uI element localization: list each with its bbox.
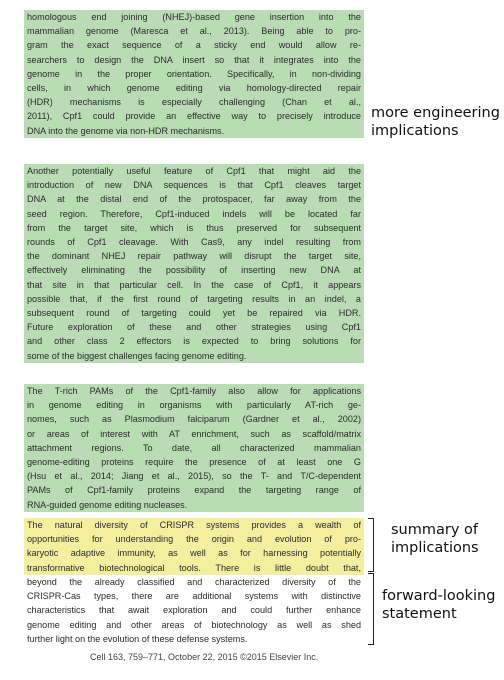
text-line: nomes, such as Plasmodium falciparum (Gardner et al., 2002) bbox=[27, 414, 361, 425]
text-line: DNA into the genome via non-HDR mechanisms. bbox=[27, 125, 225, 136]
text-line: opportunities for understanding the origin and evolution of pro- bbox=[27, 534, 361, 545]
text-line: in genome editing in organisms with particularly AT-rich ge- bbox=[27, 400, 361, 411]
text-line: The T-rich PAMs of the Cpf1-family also allow for applications bbox=[27, 386, 361, 396]
text-line: genome editing and other areas of biotechnology as well as shed bbox=[27, 619, 361, 630]
text-line: further light on the evolution of these defense systems. bbox=[27, 633, 248, 644]
text-line: rounds of Cpf1 cleavage. With Cas9, any indel resulting from bbox=[27, 237, 361, 248]
text-line: Future exploration of these and other strategies using Cpf1 bbox=[27, 322, 361, 333]
text-line: attachment regions. To date, all characterized mammalian bbox=[27, 442, 361, 453]
page-footer: Cell 163, 759–771, October 22, 2015 ©2015 Elsevier Inc. bbox=[90, 652, 319, 662]
text-line: from the target site, which is thus preserved for subsequent bbox=[27, 222, 361, 233]
forward-bracket bbox=[368, 573, 374, 645]
paragraph-5 bbox=[24, 575, 364, 646]
text-line: subsequent round of targeting could yet be repaired via HDR. bbox=[27, 308, 361, 319]
paragraph-2 bbox=[24, 164, 364, 363]
annotation-more-engineering bbox=[371, 104, 500, 140]
text-line: Another potentially useful feature of Cpf1 that might aid the bbox=[27, 166, 361, 176]
text-line: seed region. Therefore, Cpf1-induced indels will be located far bbox=[27, 208, 361, 219]
text-line: and other class 2 effectors is expected to bring solutions for bbox=[27, 336, 361, 347]
text-line: possible that, if the first round of targeting results in an indel, a bbox=[27, 293, 361, 304]
text-line: introduction of new DNA sequences is that Cpf1 cleaves target bbox=[27, 180, 361, 191]
text-line: searchers to design the DNA insert so that it integrates into the bbox=[27, 54, 361, 65]
text-line: that site in that particular cell. In the case of Cpf1, it appears bbox=[27, 279, 361, 290]
text-line: effectively eliminating the possibility of inserting new DNA at bbox=[27, 265, 361, 276]
paragraph-4 bbox=[24, 518, 364, 575]
text-line: beyond the already classified and characterized diversity of the bbox=[27, 577, 361, 587]
text-line: karyotic adaptive immunity, as well as for harnessing potentially bbox=[27, 548, 361, 559]
text-line: gram the exact sequence of a sticky end would allow re- bbox=[27, 40, 361, 51]
annotation-line: implications bbox=[371, 123, 459, 139]
text-line: (HDR) mechanisms is especially challenging (Chan et al., bbox=[27, 97, 361, 108]
annotation-line: summary of bbox=[391, 522, 479, 538]
annotation-line: forward-looking bbox=[382, 588, 496, 604]
annotation-line: more engineering bbox=[371, 105, 500, 121]
text-line: cells, in which genome editing via homology-directed repair bbox=[27, 83, 361, 94]
annotation-line: statement bbox=[382, 606, 457, 622]
paragraph-1 bbox=[24, 10, 364, 138]
annotation-line: implications bbox=[391, 540, 479, 556]
summary-bracket bbox=[368, 518, 374, 572]
text-line: DNA at the distal end of the protospacer, far away from the bbox=[27, 194, 361, 205]
text-line: the dominant NHEJ repair pathway will disrupt the target site, bbox=[27, 251, 361, 262]
text-line: or areas of interest with AT enrichment, such as scaffold/matrix bbox=[27, 428, 361, 439]
text-line: RNA-guided genome editing nucleases. bbox=[27, 499, 188, 510]
text-line: The natural diversity of CRISPR systems provides a wealth of bbox=[27, 520, 361, 530]
text-line: PAMs of Cpf1-family proteins expand the targeting range of bbox=[27, 485, 361, 496]
text-line: genome in the proper orientation. Specifically, in non-dividing bbox=[27, 68, 361, 79]
annotation-summary bbox=[391, 521, 479, 557]
text-line: some of the biggest challenges facing genome editing. bbox=[27, 350, 247, 361]
text-line: 2011), Cpf1 could provide an effective way to precisely introduce bbox=[27, 111, 361, 122]
text-line: characteristics that await exploration and could further enhance bbox=[27, 605, 361, 616]
text-line: genome-editing proteins require the presence of at least one G bbox=[27, 457, 361, 468]
text-line: (Hsu et al., 2014; Jiang et al., 2015), so the T- and T/C-dependent bbox=[27, 471, 361, 482]
text-line: homologous end joining (NHEJ)-based gene insertion into the bbox=[27, 12, 361, 22]
annotation-forward-looking bbox=[382, 587, 495, 623]
text-line: transformative biotechnological tools. There is little doubt that, bbox=[27, 562, 361, 573]
text-line: mammalian genome (Maresca et al., 2013). Being able to pro- bbox=[27, 26, 361, 37]
paragraph-3 bbox=[24, 384, 364, 512]
text-line: CRISPR-Cas types, there are additional systems with distinctive bbox=[27, 591, 361, 602]
